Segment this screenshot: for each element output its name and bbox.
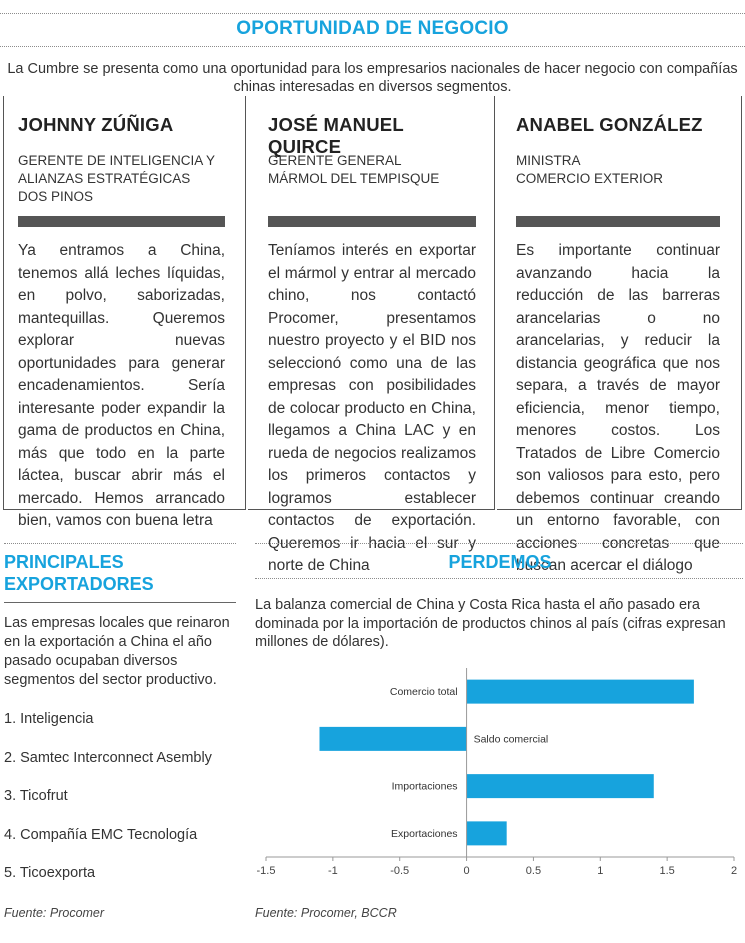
exporters-title-line: EXPORTADORES	[4, 574, 154, 594]
list-item: 4. Compañía EMC Tecnología	[4, 826, 198, 843]
page-title: OPORTUNIDAD DE NEGOCIO	[236, 18, 509, 39]
list-item: 2. Samtec Interconnect Asembly	[4, 749, 212, 766]
trade-balance-chart	[250, 660, 745, 885]
x-tick-label: -1.5	[256, 865, 276, 877]
exporters-list	[4, 710, 244, 903]
role-line: DOS PINOS	[18, 189, 94, 204]
top-dotted-rule	[0, 13, 745, 14]
x-tick-label: -0.5	[390, 865, 410, 877]
role-line: GERENTE DE INTELIGENCIA Y	[18, 153, 216, 168]
category-label: Comercio total	[389, 686, 458, 699]
quote-divider-bar	[516, 216, 720, 227]
perdemos-source: Fuente: Procomer, BCCR	[255, 906, 397, 920]
bar	[319, 727, 466, 751]
exporters-source: Fuente: Procomer	[4, 906, 105, 920]
person-role	[516, 152, 720, 188]
list-item: 1. Inteligencia	[4, 711, 94, 727]
category-label: Exportaciones	[391, 827, 458, 840]
x-tick-label: -1	[327, 865, 338, 877]
exporters-title-underline	[4, 602, 236, 603]
person-role	[268, 152, 476, 188]
role-line: GERENTE GENERAL	[268, 153, 402, 168]
left-section-dotted-rule	[4, 543, 236, 544]
person-quote: Teníamos interés en exportar el mármol y entrar al mercado chino, nos contactó Procomer, presentamos nuestro proyecto y el BID nos seleccionó como una de las empresas con posibilidades de colocar producto en China, llegamos a China LAC y en rueda de negocios realizamos los primeros contactos y logramos establecer contactos de exportación. Queremos ir hacia el sur y norte de China	[268, 242, 476, 574]
role-line: ALIANZAS ESTRATÉGICAS	[18, 171, 191, 186]
x-tick-label: 0	[463, 865, 470, 877]
intro-text: La Cumbre se presenta como una oportunidad para los empresarios nacionales de hacer negocio con compañías chinas interesadas en diversos segmentos.	[7, 61, 738, 95]
person-name: JOSÉ MANUEL QUIRCE	[268, 114, 404, 157]
exporters-title	[4, 551, 234, 595]
quote-divider-bar	[268, 216, 476, 227]
category-label: Saldo comercial	[473, 733, 549, 746]
person-quote: Es importante continuar avanzando hacia la reducción de las barreras arancelarias o no arancelarias, y reducir la distancia geográfica que nos separa, a través de mayor eficiencia, menor tiempo, menores costos. Los Tratados de Libre Comercio son valiosos para esto, pero debemos continuar creando un entorno favorable, con acciones concretas que buscan acercar el diálogo	[516, 242, 720, 574]
x-tick-label: 1.5	[659, 865, 675, 877]
title-dotted-rule	[0, 46, 745, 47]
person-name: ANABEL GONZÁLEZ	[516, 114, 703, 135]
bar	[467, 821, 507, 845]
x-tick-label: 0.5	[525, 865, 542, 877]
perdemos-description: La balanza comercial de China y Costa Rica hasta el año pasado era dominada por la importación de productos chinos al país (cifras expresan millones de dólares).	[255, 597, 726, 650]
perdemos-title: PERDEMOS	[448, 552, 552, 572]
person-quote: Ya entramos a China, tenemos allá leches líquidas, en polvo, saborizadas, mantequillas. Queremos explorar nuevas oportunidades para generar encadenamientos. Sería interesante poder expandir la gama de productos en China, más que todo en la parte láctea, buscar abrir más el mercado. Hemos arrancado bien, vamos con buena letra	[18, 242, 225, 529]
category-label: Importaciones	[391, 780, 458, 793]
quote-divider-bar	[18, 216, 225, 227]
bar	[467, 680, 694, 704]
role-line: MINISTRA	[516, 153, 581, 168]
role-line: MÁRMOL DEL TEMPISQUE	[268, 171, 440, 186]
exporters-description: Las empresas locales que reinaron en la exportación a China el año pasado ocupaban diversos segmentos del sector productivo.	[4, 615, 230, 688]
list-item: 5. Ticoexporta	[4, 865, 96, 881]
bar	[467, 774, 654, 798]
x-ticks-group	[257, 857, 738, 877]
x-tick-label: 1	[597, 865, 604, 877]
list-item: 3. Ticofrut	[4, 788, 68, 804]
person-role	[18, 152, 225, 206]
right-section-dotted-rule	[255, 543, 743, 544]
person-card-zuniga	[3, 96, 246, 529]
role-line: COMERCIO EXTERIOR	[516, 171, 664, 186]
x-tick-label: 2	[730, 865, 738, 877]
exporters-title-line: PRINCIPALES	[4, 552, 124, 572]
person-name: JOHNNY ZÚÑIGA	[18, 114, 174, 135]
category-labels-group	[390, 686, 548, 840]
person-card-quirce	[248, 96, 495, 574]
bars-group	[319, 680, 693, 846]
perdemos-dotted-rule	[255, 578, 743, 579]
